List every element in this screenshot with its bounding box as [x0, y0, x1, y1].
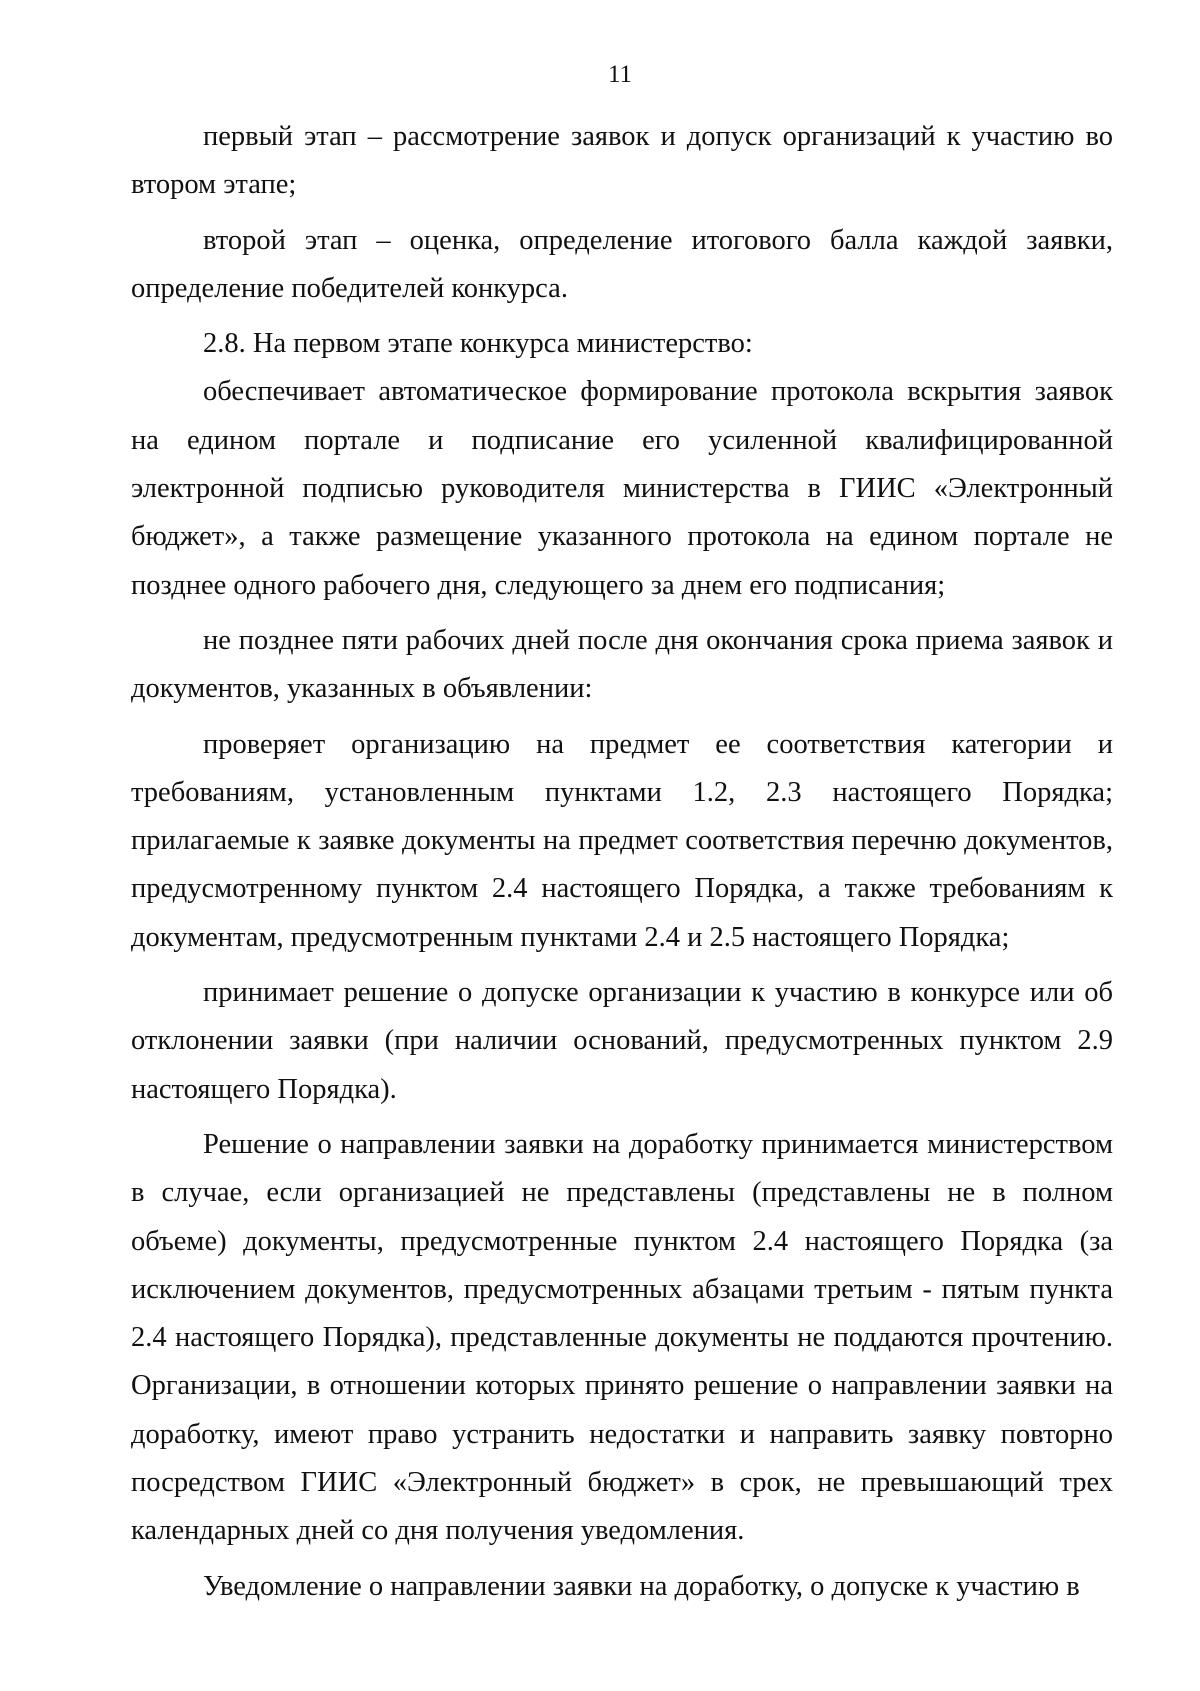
page-number: 11 — [607, 61, 633, 88]
paragraph-admission-decision: принимает решение о допуске организации к участию в конкурсе или об отклонении заявки (при наличии оснований, предусмотренных пунктом 2.9 настоящего Порядка). — [131, 977, 1113, 1105]
paragraph-stage-one: первый этап – рассмотрение заявок и допуск организаций к участию во втором этапе; — [131, 121, 1113, 201]
paragraph-revision: Решение о направлении заявки на доработку принимается министерством в случае, если организацией не представлены (представлены не в полном объеме) документы, предусмотренные пунктом 2.4 настоящего Порядка (за исключением документов, предусмотренных абзацами третьим - пятым пункта 2.4 настоящего Порядка), представленные документы не поддаются прочтению. Организации, в отношении которых принято решение о направлении заявки на доработку, имеют право устранить недостатки и направить заявку повторно посредством ГИИС «Электронный бюджет» в срок, не превышающий трех календарных дней со дня получения уведомления. — [131, 1128, 1113, 1547]
paragraph-verification: проверяет организацию на предмет ее соответствия категории и требованиям, установленным пунктами 1.2, 2.3 настоящего Порядка; прилагаемые к заявке документы на предмет соответствия перечню документов, предусмотренному пунктом 2.4 настоящего Порядка, а также требованиям к документам, предусмотренным пунктами 2.4 и 2.5 настоящего Порядка; — [131, 728, 1113, 953]
paragraph-stage-two: второй этап – оценка, определение итогового балла каждой заявки, определение победителей конкурса. — [131, 224, 1113, 304]
paragraph-section-2-8: 2.8. На первом этапе конкурса министерство: — [203, 328, 753, 360]
paragraph-deadline: не позднее пяти рабочих дней после дня окончания срока приема заявок и документов, указанных в объявлении: — [131, 624, 1113, 705]
paragraph-protocol: обеспечивает автоматическое формирование протокола вскрытия заявок на едином портале и подписание его усиленной квалифицированной электронной подписью руководителя министерства в ГИИС «Электронный бюджет», а также размещение указанного протокола на едином портале не позднее одного рабочего дня, следующего за днем его подписания; — [131, 376, 1113, 601]
paragraph-notification: Уведомление о направлении заявки на доработку, о допуске к участию в — [203, 1570, 1080, 1602]
document-body — [131, 113, 1113, 1611]
